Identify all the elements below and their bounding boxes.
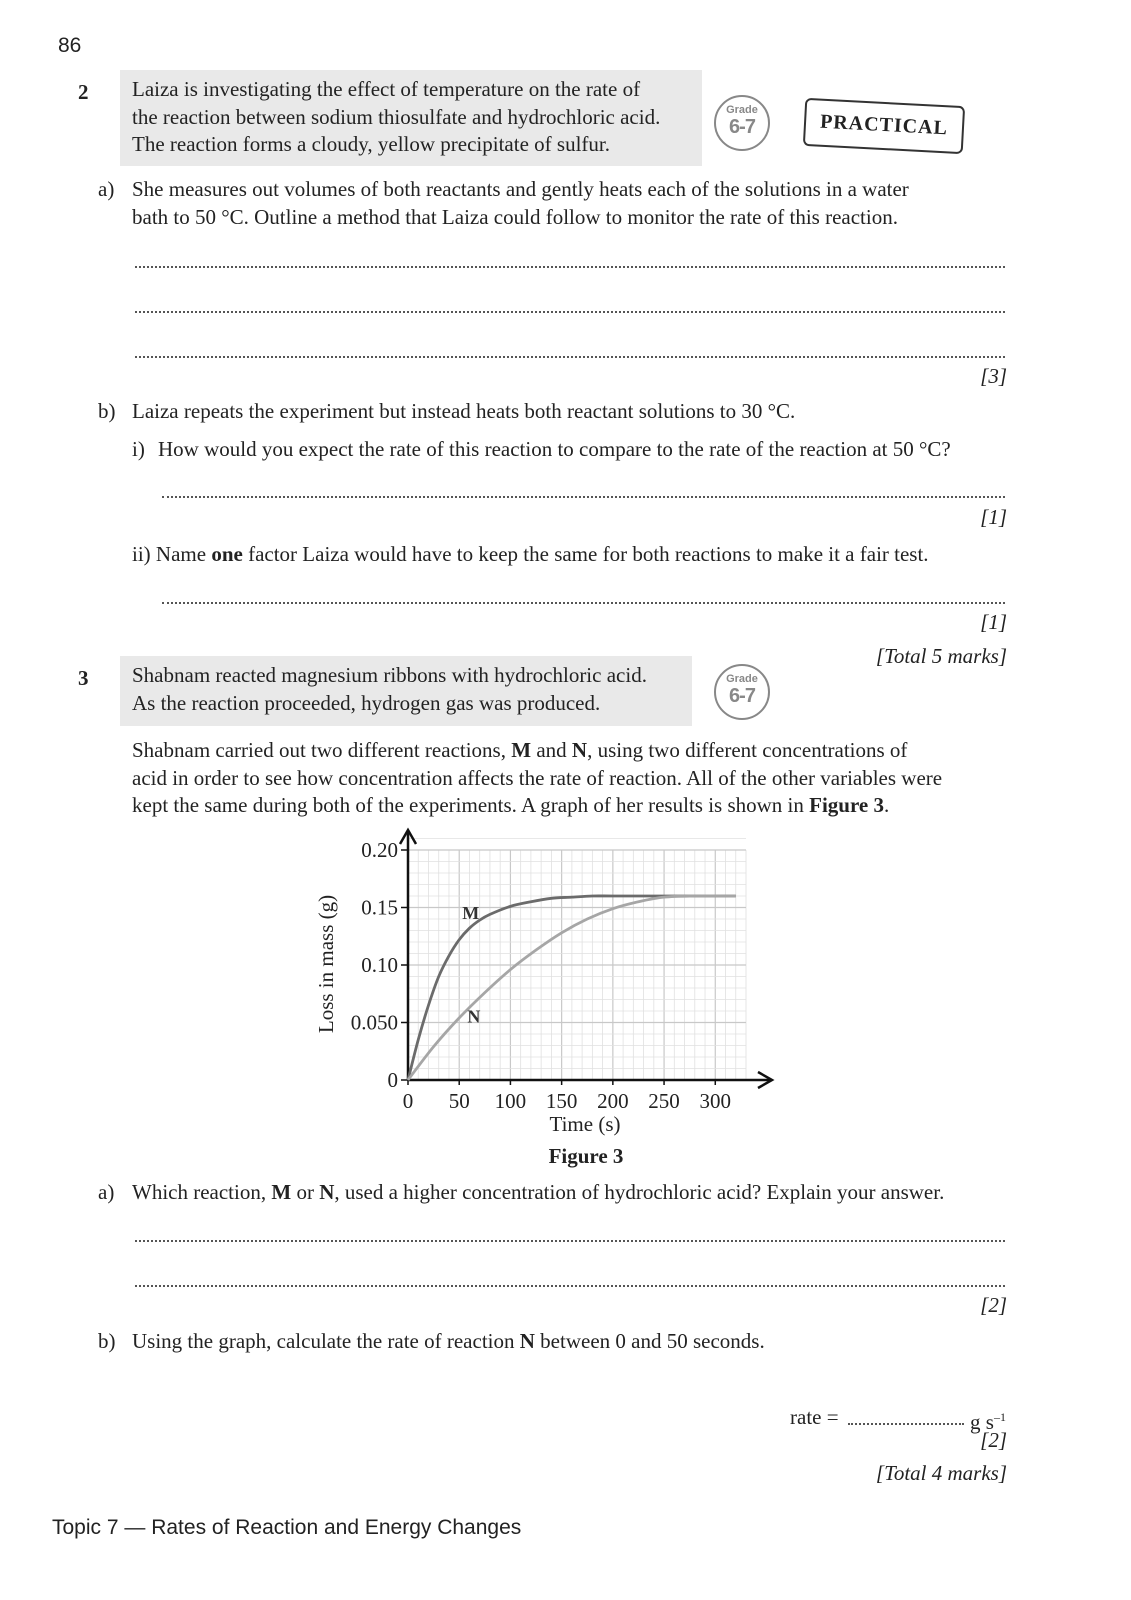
x-tick-label: 300 [699, 1089, 732, 1113]
q2bii-text: factor Laiza would have to keep the same for both reactions to make it a fair test. [242, 542, 929, 566]
q2bi-label: i) [132, 437, 145, 461]
q2a-question [132, 176, 1032, 231]
answer-line[interactable] [135, 1240, 1005, 1242]
answer-line[interactable] [135, 266, 1005, 268]
q2bi-marks: [1] [980, 505, 1007, 529]
series-label-N: N [467, 1006, 481, 1027]
rate-label: rate = [790, 1405, 839, 1429]
series-label-M: M [462, 903, 480, 923]
answer-line[interactable] [162, 602, 1005, 604]
q2bii-question [132, 541, 929, 569]
figure-caption: Figure 3 [548, 1144, 624, 1168]
q2-intro-line: The reaction forms a cloudy, yellow precipitate of sulfur. [132, 132, 610, 156]
q2b-label: b) [98, 399, 116, 423]
answer-line[interactable] [135, 356, 1005, 358]
x-tick-label: 0 [402, 1089, 414, 1113]
x-tick-label: 100 [494, 1089, 527, 1113]
q2bii-text: Name [155, 542, 212, 566]
figure-3-chart [300, 822, 800, 1142]
q2-intro-line: the reaction between sodium thiosulfate and hydrochloric acid. [132, 104, 661, 129]
q3-total-marks: [Total 4 marks] [875, 1461, 1007, 1485]
chart-grid [408, 839, 746, 1081]
x-tick-label: 50 [448, 1089, 470, 1113]
grade-badge-icon [714, 664, 770, 720]
q3-intro-box [120, 656, 692, 726]
grade-value: 6-7 [729, 116, 755, 138]
q3-number: 3 [78, 666, 89, 690]
q3-intro-line: As the reaction proceeded, hydrogen gas was produced. [132, 690, 601, 715]
q2bii-marks: [1] [980, 610, 1007, 634]
q3-intro-line: Shabnam reacted magnesium ribbons with hydrochloric acid. [132, 663, 647, 687]
page-footer: Topic 7 — Rates of Reaction and Energy Changes [52, 1516, 522, 1539]
answer-line[interactable] [135, 311, 1005, 313]
q2a-marks: [3] [980, 364, 1007, 388]
x-tick-label: 250 [648, 1089, 680, 1113]
y-tick-label: 0 [387, 1068, 398, 1092]
q2b-text: Laiza repeats the experiment but instead heats both reactant solutions to 30 °C. [132, 399, 796, 423]
q2a-line: She measures out volumes of both reactants and gently heats each of the solutions in a water [132, 177, 909, 201]
practical-stamp: PRACTICAL [803, 98, 965, 154]
q3-paragraph [132, 737, 1032, 820]
rate-unit: g $s^{-1}$ [970, 1410, 1006, 1434]
q2bii-bold: one [211, 542, 243, 566]
q3-para-line: kept the same during both of the experiments. A graph of her results is shown in Figure 3. [132, 793, 890, 817]
q3b-label: b) [98, 1329, 116, 1353]
answer-line[interactable] [135, 1285, 1005, 1287]
y-tick-label: 0.050 [350, 1010, 398, 1035]
grade-value: 6-7 [729, 685, 755, 707]
q2-intro-line: Laiza is investigating the effect of temperature on the rate of [132, 77, 641, 101]
page-number: 86 [58, 34, 82, 57]
q3-para-line: Shabnam carried out two different reactions, M and N, using two different concentrations of [132, 738, 908, 762]
q3a-label: a) [98, 1180, 115, 1204]
q3-para-line: acid in order to see how concentration affects the rate of reaction. All of the other variables were [132, 765, 943, 790]
x-tick-label: 150 [545, 1089, 578, 1113]
q2-total-marks: [Total 5 marks] [875, 644, 1007, 668]
q2a-line: bath to 50 °C. Outline a method that Laiza could follow to monitor the rate of this reaction. [132, 204, 898, 229]
x-tick-label: 200 [597, 1089, 629, 1113]
q2-intro-box [120, 70, 702, 166]
q3b-marks: [2] [980, 1428, 1007, 1452]
y-axis-label: Loss in mass (g) [314, 894, 338, 1034]
x-axis-label: Time (s) [549, 1112, 621, 1136]
q3a-marks: [2] [980, 1293, 1007, 1317]
chart-axes [400, 830, 772, 1088]
rate-answer-line[interactable] [848, 1423, 964, 1425]
q2-number: 2 [78, 80, 89, 104]
q2bii-label: ii) [132, 542, 151, 566]
y-tick-label: 0.10 [361, 953, 398, 977]
q3a-question: Which reaction, M or N, used a higher concentration of hydrochloric acid? Explain your answer. [132, 1180, 945, 1204]
q2a-label: a) [98, 177, 115, 201]
grade-label: Grade [726, 673, 758, 685]
y-tick-label: 0.20 [361, 838, 398, 862]
grade-label: Grade [726, 104, 758, 116]
grade-badge-icon [714, 95, 770, 151]
q2bi-text: How would you expect the rate of this reaction to compare to the rate of the reaction at 50 °C? [158, 437, 951, 461]
q3b-question: Using the graph, calculate the rate of reaction N between 0 and 50 seconds. [132, 1329, 765, 1353]
answer-line[interactable] [162, 496, 1005, 498]
y-tick-label: 0.15 [361, 895, 398, 920]
